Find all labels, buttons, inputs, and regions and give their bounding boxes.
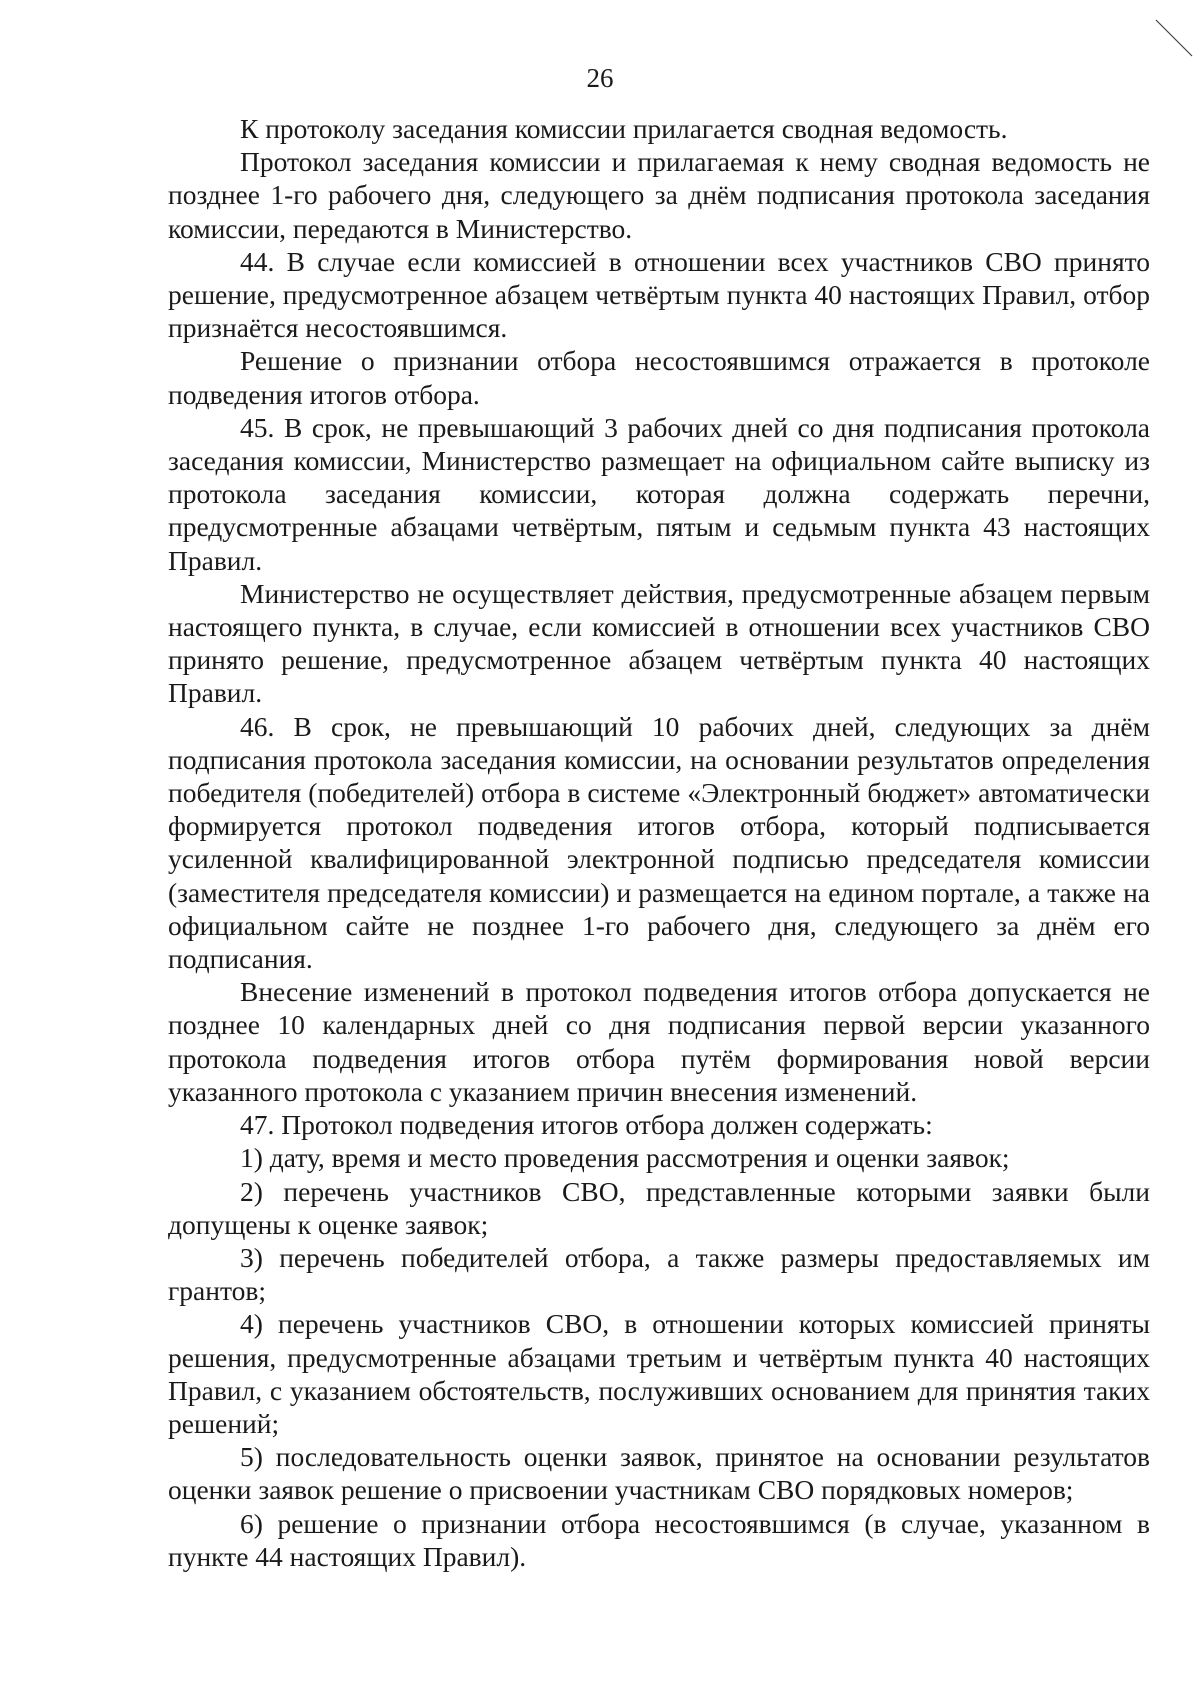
paragraph: К протоколу заседания комиссии прилагается сводная ведомость.: [240, 113, 1008, 144]
list-item: 1) дату, время и место проведения рассмотрения и оценки заявок;: [240, 1142, 1010, 1174]
paragraph: 46. В срок, не превышающий 10 рабочих дней, следующих за днём подписания протокола заседания комиссии, на основании результатов определения победителя (победителей) отбора в системе «Электронный бюджет» автоматически формируется протокол подведения итогов отбора, который подписывается усиленной квалифицированной электронной подписью председателя комиссии (заместителя председателя комиссии) и размещается на едином портале, а также на официальном сайте не позднее 1-го рабочего дня, следующего за днём его подписания.: [168, 710, 1150, 975]
paragraph: Решение о признании отбора несостоявшимся отражается в протоколе подведения итогов отбора.: [168, 345, 1150, 410]
paragraph: 45. В срок, не превышающий 3 рабочих дней со дня подписания протокола заседания комиссии, Министерство размещает на официальном сайте выписку из протокола заседания комиссии, которая должна содержать перечни, предусмотренные абзацами четвёртым, пятым и седьмым пункта 43 настоящих Правил.: [168, 411, 1150, 576]
list-item: 5) последовательность оценки заявок, принятое на основании результатов оценки заявок решение о присвоении участникам СВО порядковых номеров;: [168, 1441, 1150, 1506]
document-body: [168, 112, 1150, 1573]
paragraph: Министерство не осуществляет действия, предусмотренные абзацем первым настоящего пункта, в случае, если комиссией в отношении всех участников СВО принято решение, предусмотренное абзацем четвёртым пункта 40 настоящих Правил.: [168, 577, 1150, 709]
paragraph: 47. Протокол подведения итогов отбора должен содержать:: [240, 1109, 933, 1141]
paragraph: Внесение изменений в протокол подведения итогов отбора допускается не позднее 10 календарных дней со дня подписания первой версии указанного протокола подведения итогов отбора путём формирования новой версии указанного протокола с указанием причин внесения изменений.: [168, 976, 1150, 1107]
list-item: 6) решение о признании отбора несостоявшимся (в случае, указанном в пункте 44 настоящих Правил).: [168, 1507, 1150, 1572]
page-number: 26: [586, 63, 614, 93]
list-item: 3) перечень победителей отбора, а также размеры предоставляемых им грантов;: [168, 1241, 1150, 1307]
paragraph: 44. В случае если комиссией в отношении всех участников СВО принято решение, предусмотренное абзацем четвёртым пункта 40 настоящих Правил, отбор признаётся несостоявшимся.: [168, 245, 1150, 344]
list-item: 4) перечень участников СВО, в отношении которых комиссией приняты решения, предусмотренные абзацами третьим и четвёртым пункта 40 настоящих Правил, с указанием обстоятельств, послуживших основанием для принятия таких решений;: [168, 1308, 1150, 1439]
list-item: 2) перечень участников СВО, представленные которыми заявки были допущены к оценке заявок;: [168, 1175, 1150, 1240]
paragraph: Протокол заседания комиссии и прилагаемая к нему сводная ведомость не позднее 1-го рабочего дня, следующего за днём подписания протокола заседания комиссии, передаются в Министерство.: [168, 146, 1150, 244]
scan-corner-mark: [1154, 18, 1194, 58]
